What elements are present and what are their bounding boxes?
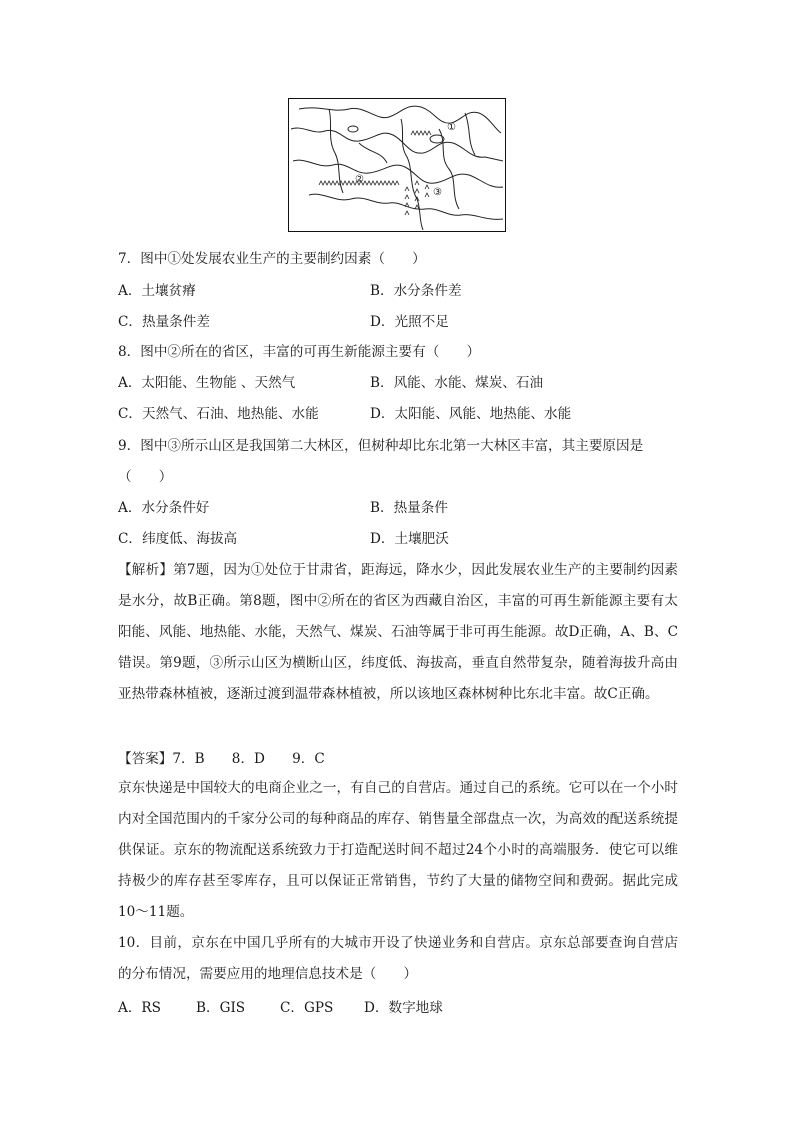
q10-option-c: C．GPS bbox=[280, 1000, 334, 1016]
map-label-3: ③ bbox=[433, 187, 442, 198]
q8-option-b: B．风能、水能、煤炭、石油 bbox=[370, 375, 544, 391]
analysis-text: 【解析】第7题，因为①处位于甘肃省，距海远，降水少，因此发展农业生产的主要制约因素是水分，故B正确。第8题，图中②所在的省区为西藏自治区，丰富的可再生新能源主要有太阳能、风能、地热能、水能，天然气、煤炭、石油等属于非可再生能源。故D正确，A、B、C错误。第9题，③所示山区为横断山区，纬度低、海拔高，垂直自然带复杂，随着海拔升高由亚热带森林植被，逐渐过渡到温带森林植被，所以该地区森林树种比东北丰富。故C正确。 bbox=[118, 562, 678, 702]
q9-option-b: B．热量条件 bbox=[370, 500, 448, 516]
q9-option-c: C．纬度低、海拔高 bbox=[118, 531, 238, 547]
q8-stem: 8．图中②所在的省区，丰富的可再生新能源主要有（ ） bbox=[118, 344, 481, 360]
q7-option-a: A．土壤贫瘠 bbox=[118, 283, 196, 299]
q7-option-c: C．热量条件差 bbox=[118, 314, 210, 330]
q10-option-a: A．RS bbox=[118, 1000, 161, 1016]
q7-option-d: D．光照不足 bbox=[370, 314, 449, 330]
q10-stem: 10．目前，京东在中国几乎所有的大城市开设了快递业务和自营店。京东总部要查询自营店的分布情况，需要应用的地理信息技术是（ ） bbox=[118, 935, 678, 982]
map-label-1: ① bbox=[447, 122, 456, 133]
q8-option-d: D．太阳能、风能、地热能、水能 bbox=[370, 406, 572, 422]
passage-block bbox=[118, 773, 678, 928]
q9-stem-line2: （ ） bbox=[118, 469, 173, 485]
q10-stem-block bbox=[118, 928, 678, 990]
passage-text: 京东快递是中国较大的电商企业之一，有自己的自营店。通过自己的系统。它可以在一个小时内对全国范围内的千家分公司的每种商品的库存、销售量全部盘点一次，为高效的配送系统提供保证。京东的物流配送系统致力于打造配送时间不超过24个小时的高端服务．使它可以维持极少的库存甚至零库存，且可以保证正常销售，节约了大量的储物空间和费弼。据此完成10～11题。 bbox=[118, 780, 678, 920]
q10-option-b: B．GIS bbox=[196, 1000, 246, 1016]
q7-stem: 7．图中①处发展农业生产的主要制约因素（ ） bbox=[118, 251, 426, 267]
answer-line: 【答案】7．B 8．D 9．C bbox=[118, 751, 325, 767]
analysis-block bbox=[118, 555, 678, 710]
q8-option-a: A．太阳能、生物能 、天然气 bbox=[118, 375, 296, 391]
map-label-2: ② bbox=[355, 174, 364, 185]
region-map bbox=[289, 99, 504, 230]
map-figure bbox=[288, 98, 506, 232]
q9-option-d: D．土壤肥沃 bbox=[370, 531, 449, 547]
q10-option-d: D．数字地球 bbox=[364, 1000, 443, 1016]
q9-stem-line1: 9．图中③所示山区是我国第二大林区，但树种却比东北第一大林区丰富，其主要原因是 bbox=[118, 438, 644, 454]
q7-option-b: B．水分条件差 bbox=[370, 283, 462, 299]
q9-option-a: A．水分条件好 bbox=[118, 500, 210, 516]
q8-option-c: C．天然气、石油、地热能、水能 bbox=[118, 406, 319, 422]
